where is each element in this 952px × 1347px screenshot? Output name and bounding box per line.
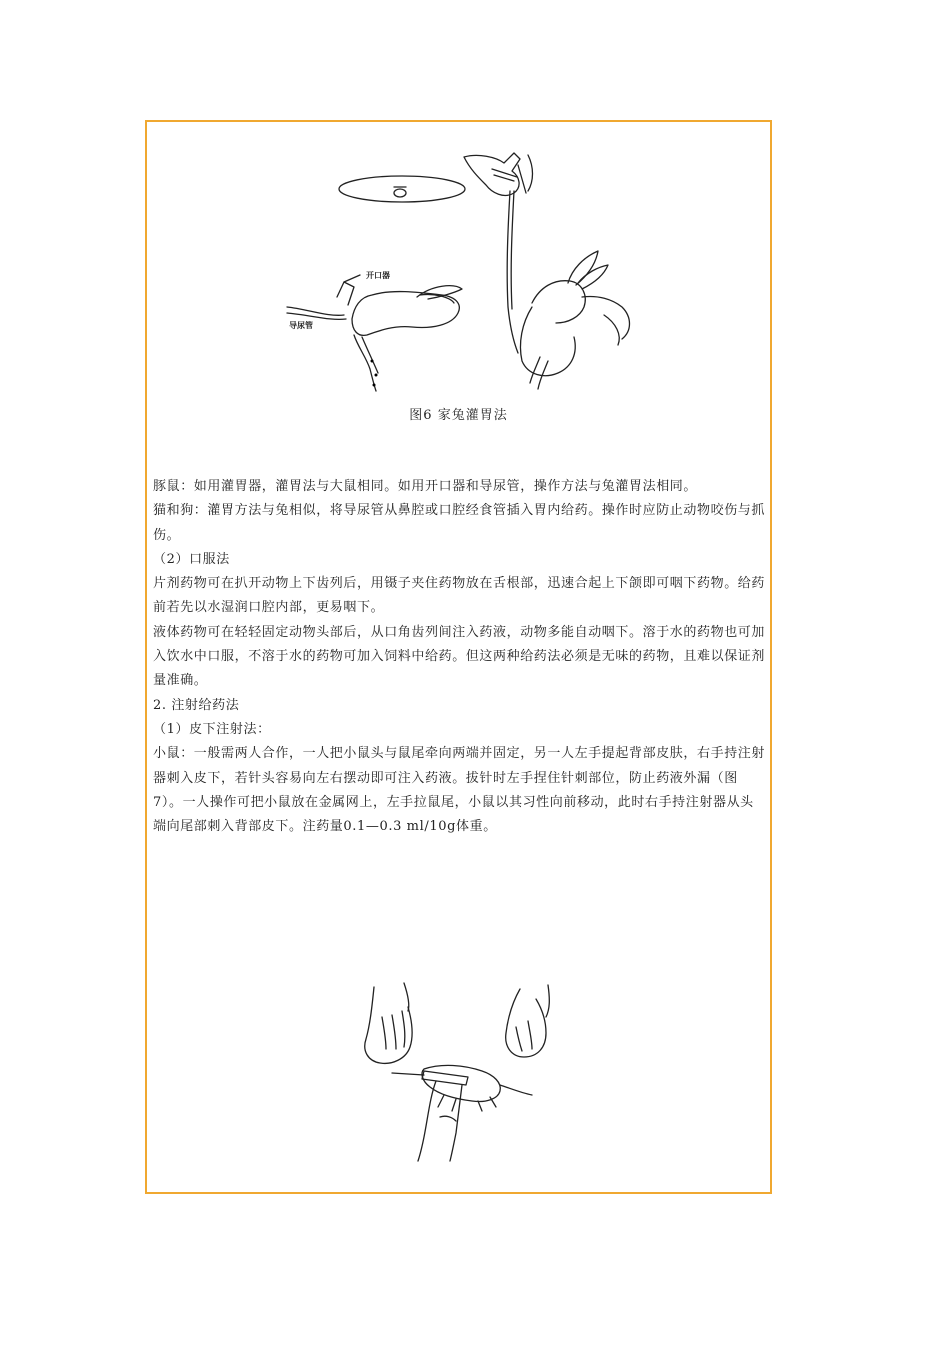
figure6-caption: 图6 家兔灌胃法 — [409, 408, 508, 423]
holding-hand — [582, 296, 630, 345]
body-text — [153, 475, 766, 839]
mouth-opener — [337, 282, 354, 305]
mouse-legs — [438, 1095, 496, 1111]
paragraph-liquid: 液体药物可在轻轻固定动物头部后，从口角齿列间注入药液，动物多能自动咽下。溶于水的药物也可加入饮水中口服，不溶于水的药物可加入饲料中给药。但这两种给药法必须是无味的药物，且难以保证剂量准确。 — [153, 624, 766, 689]
left-rabbit-outline — [352, 292, 459, 336]
catheter-label: 导尿管 — [289, 321, 313, 330]
heading-injection: 2. 注射给药法 — [153, 697, 240, 713]
right-rabbit-ears — [568, 251, 598, 285]
paragraph-mouse-injection: 小鼠：一般需两人合作，一人把小鼠头与鼠尾牵向两端并固定，另一人左手提起背部皮肤，右手持注射器刺入皮下，若针头容易向左右摆动即可注入药液。拔针时左手捏住针刺部位，防止药液外漏（图7）。一人操作可把小鼠放在金属网上，左手拉鼠尾，小鼠以其习性向前移动，此时右手持注射器从头端向尾部刺入背部皮下。注药量0.1—0.3 ml/10g体重。 — [153, 746, 766, 835]
paragraph-guinea-pig: 豚鼠：如用灌胃器，灌胃法与大鼠相同。如用开口器和导尿管，操作方法与兔灌胃法相同。 — [153, 479, 698, 494]
mouth-opener-label: 开口器 — [366, 271, 390, 280]
heading-subcutaneous: （1）皮下注射法： — [153, 721, 271, 737]
paragraph-tablet: 片剂药物可在扒开动物上下齿列后，用镊子夹住药物放在舌根部，迅速合起上下颌即可咽下药物。给药前若先以水湿润口腔内部，更易咽下。 — [153, 576, 766, 616]
right-rabbit-head — [532, 281, 585, 323]
left-hand — [365, 987, 412, 1063]
hand-top — [464, 153, 520, 195]
mouse-tail — [500, 1085, 532, 1095]
board-knob — [394, 189, 406, 197]
right-hand — [506, 989, 546, 1057]
syringe-needle — [392, 1073, 424, 1075]
mouse-injection-figure — [352, 977, 562, 1162]
heading-oral: （2）口服法 — [153, 551, 230, 567]
paragraph-cat-dog: 猫和狗：灌胃方法与兔相似，将导尿管从鼻腔或口腔经食管插入胃内给药。操作时应防止动物咬伤与抓伤。 — [153, 503, 766, 543]
rabbit-gavage-figure — [282, 147, 642, 397]
left-rabbit-ear — [417, 286, 462, 299]
right-rabbit-body — [520, 307, 575, 376]
content-frame — [145, 120, 772, 1194]
syringe-barrel — [422, 1071, 468, 1085]
syringe — [492, 165, 526, 193]
